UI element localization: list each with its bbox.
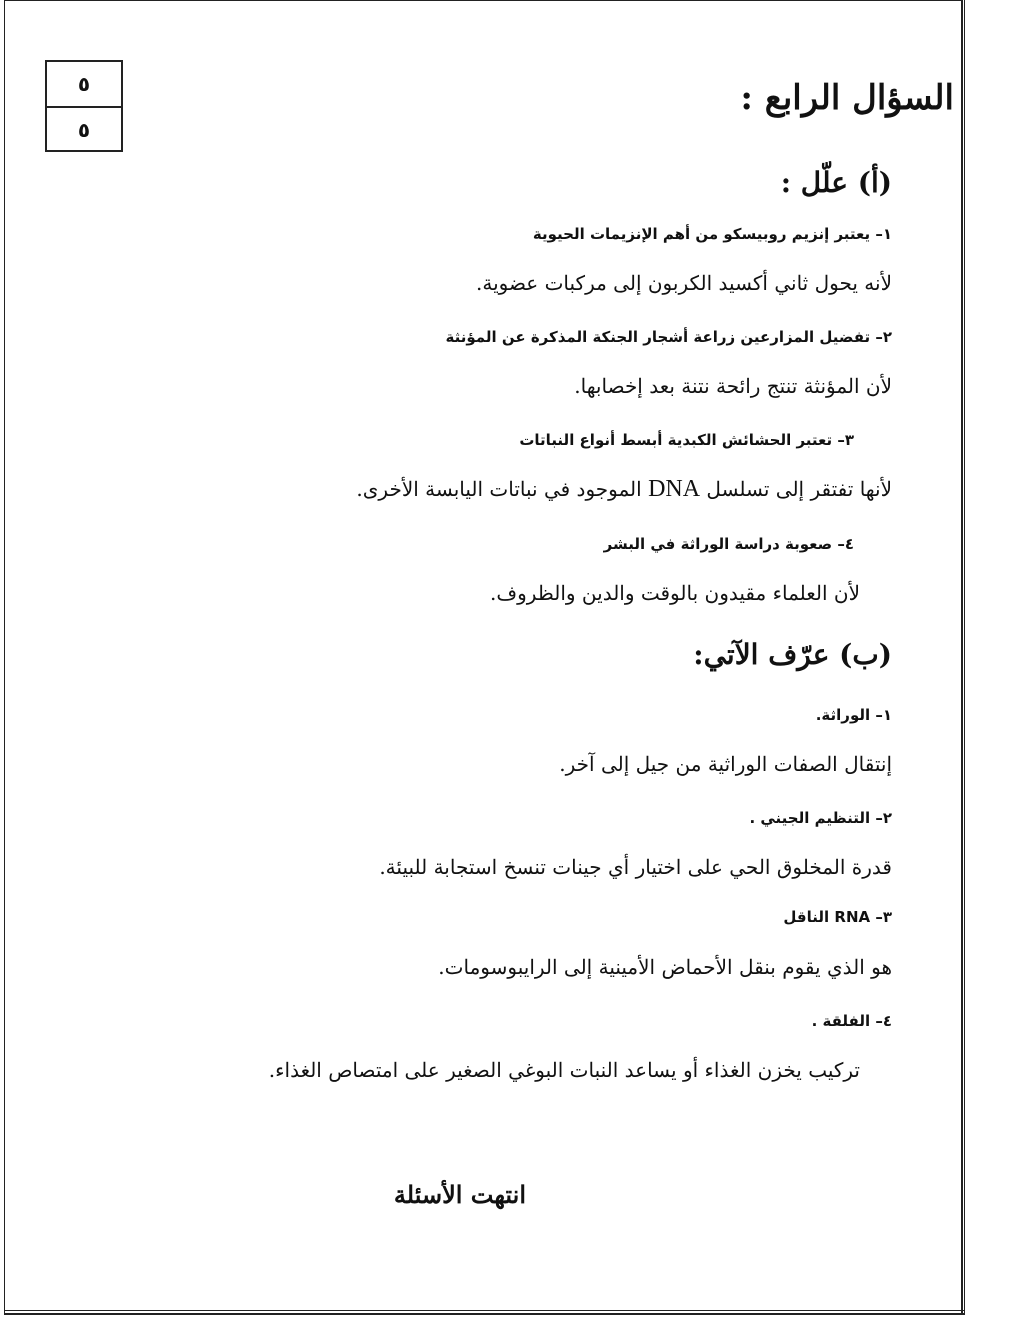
answer-3-post: الموجود في نباتات اليابسة الأخرى. <box>356 477 642 501</box>
part-b-question-4: ٤– الفلقة . <box>811 1012 892 1030</box>
part-a-question-1: ١– يعتبر إنزيم روبيسكو من أهم الإنزيمات الحيوية <box>532 225 892 243</box>
question-title: السؤال الرابع : <box>740 78 954 118</box>
part-b-question-1: ١– الوراثة. <box>815 706 892 724</box>
part-a-answer-1: لأنه يحول ثاني أكسيد الكربون إلى مركبات عضوية. <box>475 271 892 295</box>
part-a-answer-4: لأن العلماء مقيدون بالوقت والدين والظروف. <box>490 581 860 605</box>
part-b-answer-4: تركيب يخزن الغذاء أو يساعد النبات البوغي الصغير على امتصاص الغذاء. <box>268 1058 860 1082</box>
part-b-question-2: ٢– التنظيم الجيني . <box>749 809 892 827</box>
score-top: ٥ <box>77 72 91 96</box>
part-b-question-3: ٣– RNA الناقل <box>783 908 892 926</box>
page-border-right <box>962 0 965 1314</box>
score-box <box>45 60 123 152</box>
part-a-question-2: ٢– تفضيل المزارعين زراعة أشجار الجنكة المذكرة عن المؤنثة <box>445 328 892 346</box>
part-a-question-4: ٤– صعوبة دراسة الوراثة في البشر <box>603 535 854 553</box>
end-of-questions: انتهت الأسئلة <box>393 1180 526 1209</box>
part-a-question-3: ٣– تعتبر الحشائش الكبدية أبسط أنواع النباتات <box>519 431 854 449</box>
part-b-answer-2: قدرة المخلوق الحي على اختيار أي جينات تنسخ استجابة للبيئة. <box>379 855 892 879</box>
part-b-answer-1: إنتقال الصفات الوراثية من جيل إلى آخر. <box>559 752 892 776</box>
part-b-heading: (ب) عرّف الآتي: <box>693 638 892 671</box>
part-b-answer-3: هو الذي يقوم بنقل الأحماض الأمينية إلى الرايبوسومات. <box>438 955 892 979</box>
part-a-heading: (أ) علّل : <box>780 166 892 199</box>
part-a-answer-3 <box>356 476 892 503</box>
answer-3-term: DNA <box>648 476 701 502</box>
page-border-bottom <box>4 1310 965 1315</box>
answer-3-pre: لأنها تفتقر إلى تسلسل <box>706 477 892 501</box>
score-bottom: ٥ <box>47 106 121 152</box>
part-a-answer-2: لأن المؤنثة تنتج رائحة نتنة بعد إخصابها. <box>574 374 892 398</box>
